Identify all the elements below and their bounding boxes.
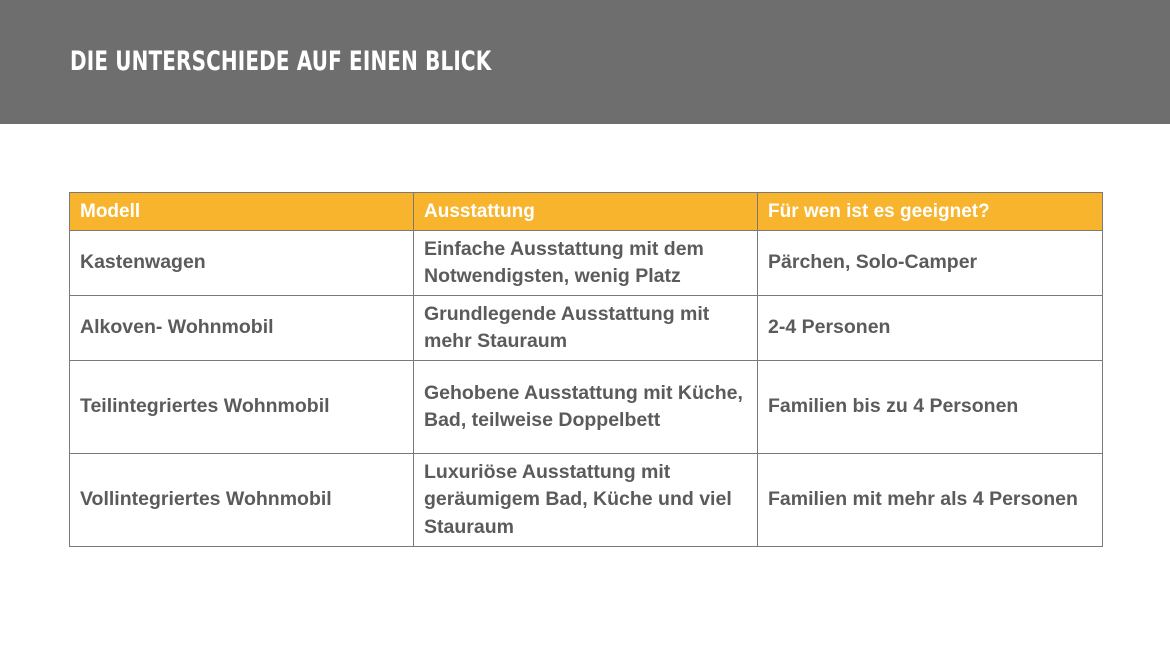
table-row (70, 231, 1103, 296)
table-row (70, 454, 1103, 547)
cell-modell: Kastenwagen (70, 231, 414, 296)
cell-ausstattung: Luxuriöse Ausstattung mit geräumigem Bad, Küche und viel Stauraum (414, 454, 758, 547)
comparison-table (69, 192, 1103, 547)
cell-modell: Teilintegriertes Wohnmobil (70, 361, 414, 454)
cell-ausstattung: Grundlegende Ausstattung mit mehr Stauraum (414, 296, 758, 361)
cell-zielgruppe: 2-4 Personen (758, 296, 1103, 361)
column-header-zielgruppe: Für wen ist es geeignet? (758, 193, 1103, 231)
column-header-ausstattung: Ausstattung (414, 193, 758, 231)
cell-zielgruppe: Familien bis zu 4 Personen (758, 361, 1103, 454)
cell-ausstattung: Gehobene Ausstattung mit Küche, Bad, teilweise Doppelbett (414, 361, 758, 454)
cell-ausstattung: Einfache Ausstattung mit dem Notwendigsten, wenig Platz (414, 231, 758, 296)
table-row (70, 361, 1103, 454)
cell-modell: Alkoven- Wohnmobil (70, 296, 414, 361)
column-header-modell: Modell (70, 193, 414, 231)
table-row (70, 296, 1103, 361)
table-header-row (70, 193, 1103, 231)
cell-zielgruppe: Familien mit mehr als 4 Personen (758, 454, 1103, 547)
page-title: DIE UNTERSCHIEDE AUF EINEN BLICK (70, 46, 492, 77)
cell-zielgruppe: Pärchen, Solo-Camper (758, 231, 1103, 296)
cell-modell: Vollintegriertes Wohnmobil (70, 454, 414, 547)
header-band (0, 0, 1170, 124)
